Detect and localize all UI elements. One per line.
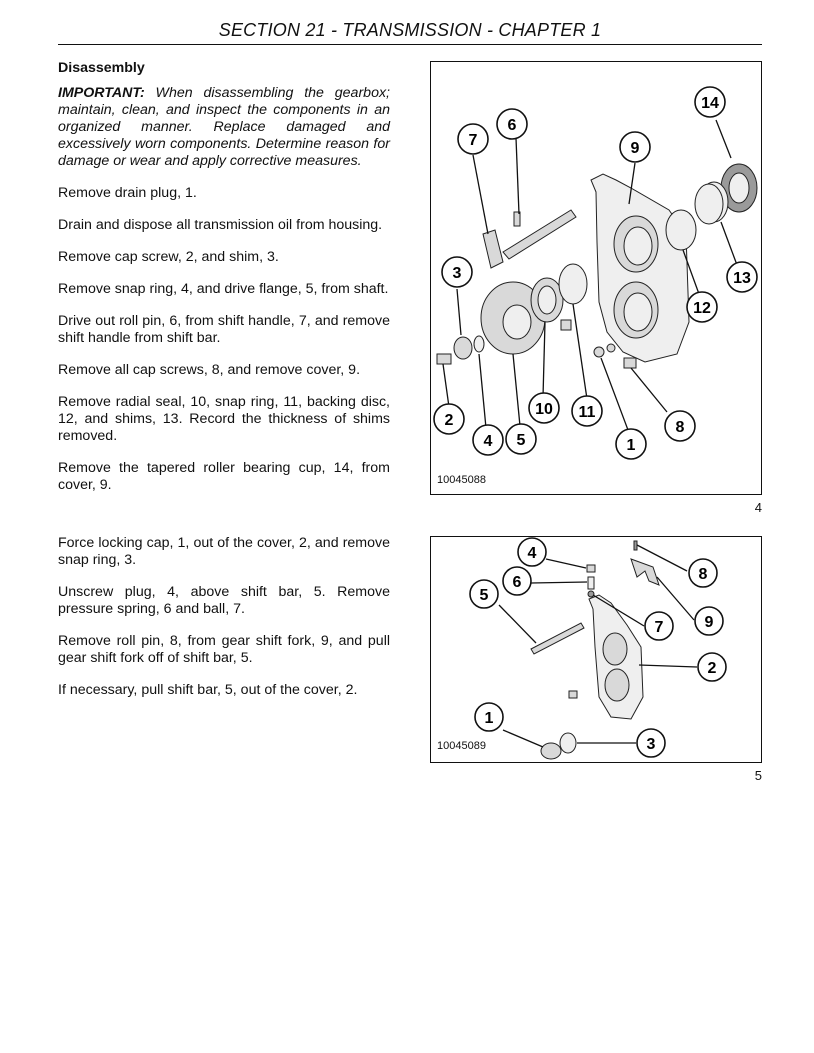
radial-seal-inner	[538, 286, 556, 314]
figure-4-exploded-view	[430, 61, 762, 495]
callout-9	[695, 607, 723, 635]
step: Remove drain plug, 1.	[58, 185, 197, 201]
callout-8	[665, 411, 695, 441]
svg-text:6: 6	[512, 574, 522, 591]
plug-part	[561, 320, 571, 330]
svg-text:13: 13	[733, 270, 751, 287]
callout-3	[442, 257, 472, 287]
callout-7	[458, 124, 488, 154]
callout-1	[616, 429, 646, 459]
callout-9	[620, 132, 650, 162]
important-note	[58, 85, 390, 170]
drive-flange-hub	[503, 305, 531, 339]
step: Remove the tapered roller bearing cup, 14, from cover, 9.	[58, 460, 390, 493]
callout-2	[434, 404, 464, 434]
step: Force locking cap, 1, out of the cover, 2, and remove snap ring, 3.	[58, 535, 390, 568]
callout-4	[473, 425, 503, 455]
step: Remove cap screw, 2, and shim, 3.	[58, 249, 279, 265]
cap-screw-part	[437, 354, 451, 364]
shift-fork-part	[631, 559, 659, 585]
callout-6	[503, 567, 531, 595]
section-heading: Disassembly	[58, 60, 145, 76]
svg-text:11: 11	[578, 404, 596, 421]
svg-text:5: 5	[516, 432, 526, 449]
svg-text:9: 9	[630, 140, 640, 157]
bearing-cup-inner	[729, 173, 749, 203]
callout-1	[475, 703, 503, 731]
callout-7	[645, 612, 673, 640]
leader-lines	[443, 120, 737, 430]
ball-part	[588, 591, 594, 597]
step: Remove all cap screws, 8, and remove cover, 9.	[58, 362, 361, 378]
svg-text:1: 1	[626, 437, 636, 454]
cover-exploded-illustration	[431, 537, 761, 762]
shift-bar-part	[531, 623, 584, 654]
figure-code: 10045088	[437, 474, 486, 486]
disassembly-text	[58, 60, 390, 509]
step: Remove roll pin, 8, from gear shift fork, 9, and pull gear shift fork off of shift bar, 5.	[58, 633, 390, 666]
backing-disc-part	[666, 210, 696, 250]
roll-pin-part	[514, 212, 520, 226]
svg-text:1: 1	[484, 710, 494, 727]
figure-5-exploded-view	[430, 536, 762, 763]
callout-6	[497, 109, 527, 139]
cover-bore-upper-inner	[624, 227, 652, 265]
step: Unscrew plug, 4, above shift bar, 5. Remove pressure spring, 6 and ball, 7.	[58, 584, 390, 617]
shim-part	[454, 337, 472, 359]
shims-part	[695, 184, 723, 224]
callout-12	[687, 292, 717, 322]
callout-11	[572, 396, 602, 426]
svg-text:7: 7	[468, 132, 478, 149]
step: Drain and dispose all transmission oil from housing.	[58, 217, 383, 233]
svg-text:6: 6	[507, 117, 517, 134]
svg-text:8: 8	[675, 419, 685, 436]
drain-plug-part	[594, 347, 604, 357]
callout-5	[506, 424, 536, 454]
spring-part	[588, 577, 594, 589]
gearbox-exploded-illustration	[431, 62, 761, 494]
important-label: IMPORTANT:	[58, 85, 145, 101]
figure-code: 10045089	[437, 740, 486, 752]
figure-number: 4	[754, 500, 762, 515]
cover-bore	[603, 633, 627, 665]
roll-pin-part	[634, 541, 637, 550]
svg-text:4: 4	[483, 433, 493, 450]
svg-text:14: 14	[701, 95, 719, 112]
locking-cap-part	[541, 743, 561, 759]
svg-text:3: 3	[452, 265, 462, 282]
svg-text:2: 2	[444, 412, 454, 429]
step: Remove radial seal, 10, snap ring, 11, backing disc, 12, and shims, 13. Record the thickness of shims removed.	[58, 394, 390, 444]
callout-8	[689, 559, 717, 587]
important-text: When disassembling the gearbox; maintain, clean, and inspect the components in an organized manner. Replace damaged and excessively worn components. Determine reason for damage or wear and apply corrective measures.	[58, 85, 390, 169]
cap-screw-part	[624, 358, 636, 368]
callout-14	[695, 87, 725, 117]
svg-text:7: 7	[654, 619, 664, 636]
svg-text:5: 5	[479, 587, 489, 604]
callout-10	[529, 393, 559, 423]
screw-part	[569, 691, 577, 698]
svg-text:2: 2	[707, 660, 717, 677]
cover-bore	[605, 669, 629, 701]
plug-part	[587, 565, 595, 572]
callout-5	[470, 580, 498, 608]
snap-ring-part	[559, 264, 587, 304]
callout-3	[637, 729, 665, 757]
figure-number: 5	[754, 768, 762, 783]
shift-handle-part	[483, 230, 503, 268]
step: If necessary, pull shift bar, 5, out of the cover, 2.	[58, 682, 358, 698]
callout-4	[518, 538, 546, 566]
washer-part	[607, 344, 615, 352]
small-snap-ring-part	[474, 336, 484, 352]
cover-disassembly-text	[58, 535, 390, 714]
svg-text:8: 8	[698, 566, 708, 583]
cover-bore-lower-inner	[624, 293, 652, 331]
svg-text:4: 4	[527, 545, 537, 562]
snap-ring-part	[560, 733, 576, 753]
step: Remove snap ring, 4, and drive flange, 5, from shaft.	[58, 281, 389, 297]
header-rule	[58, 44, 762, 45]
svg-text:3: 3	[646, 736, 656, 753]
step: Drive out roll pin, 6, from shift handle, 7, and remove shift handle from shift bar.	[58, 313, 390, 346]
svg-text:10: 10	[535, 401, 553, 418]
svg-text:12: 12	[693, 300, 711, 317]
callout-13	[727, 262, 757, 292]
svg-text:9: 9	[704, 614, 714, 631]
page-header-title: SECTION 21 - TRANSMISSION - CHAPTER 1	[218, 20, 602, 40]
callout-2	[698, 653, 726, 681]
